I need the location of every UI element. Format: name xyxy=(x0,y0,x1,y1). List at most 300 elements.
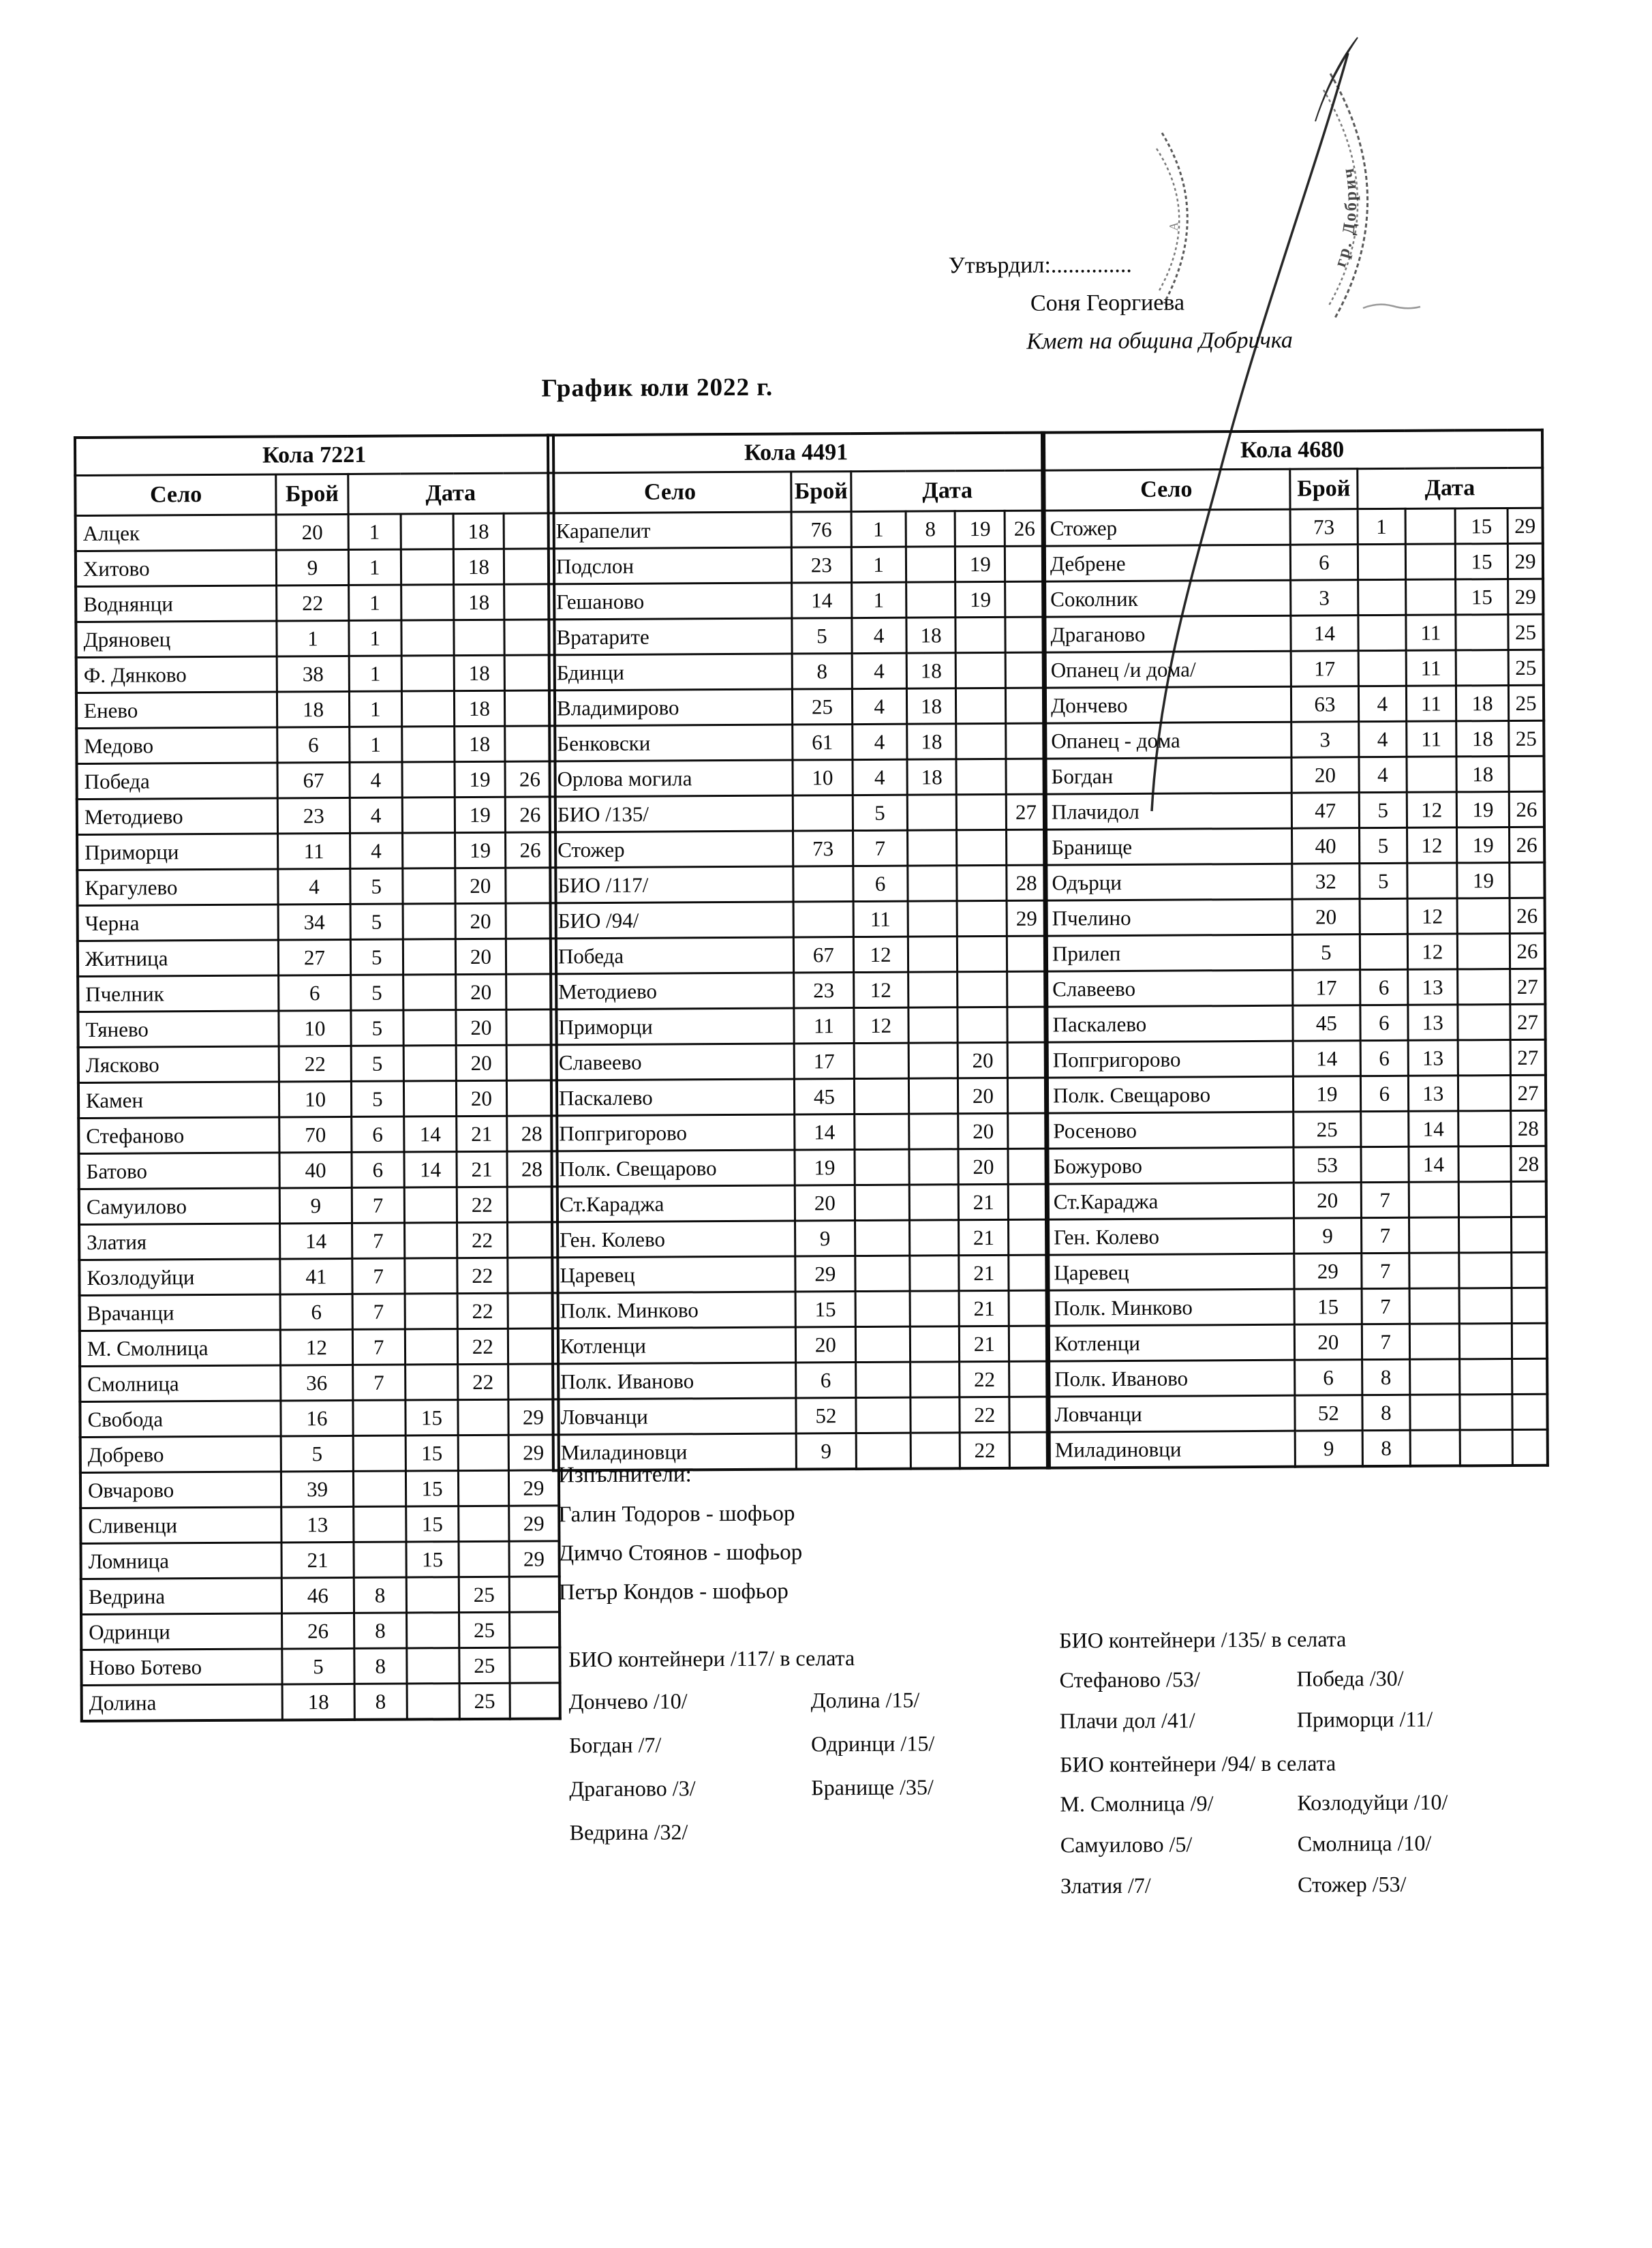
table-row xyxy=(78,939,556,977)
date-cell xyxy=(401,549,453,585)
count-cell: 9 xyxy=(280,1187,352,1224)
date-cell xyxy=(855,1397,910,1433)
table-row xyxy=(78,1045,557,1083)
count-cell: 39 xyxy=(281,1471,354,1507)
date-cell: 27 xyxy=(1510,1039,1546,1075)
date-cell xyxy=(1456,650,1508,686)
table-row xyxy=(551,1042,1047,1080)
date-cell: 15 xyxy=(1455,508,1508,544)
date-cell: 6 xyxy=(1360,1076,1408,1111)
count-cell: 18 xyxy=(277,691,350,727)
date-cell xyxy=(908,1078,958,1114)
village-cell: Славеево xyxy=(551,1044,795,1080)
date-cell: 15 xyxy=(1455,544,1508,579)
table-row xyxy=(76,620,554,658)
date-cell: 8 xyxy=(1362,1395,1410,1430)
date-cell: 18 xyxy=(454,690,504,726)
date-cell: 19 xyxy=(955,581,1005,617)
date-cell: 19 xyxy=(455,832,506,868)
bio-94-col1 xyxy=(1060,1791,1214,1914)
count-cell: 5 xyxy=(1292,935,1360,971)
date-cell xyxy=(910,1291,960,1326)
village-cell: Ст.Караджа xyxy=(1046,1183,1294,1219)
date-cell xyxy=(1460,1359,1512,1395)
village-cell: Медово xyxy=(76,727,277,764)
count-cell: 45 xyxy=(1293,1005,1360,1042)
count-cell: 6 xyxy=(796,1363,856,1398)
date-cell xyxy=(1410,1395,1460,1430)
date-cell: 1 xyxy=(348,514,401,549)
date-cell: 26 xyxy=(1510,933,1545,969)
date-cell xyxy=(1005,581,1045,617)
date-cell: 5 xyxy=(351,1010,403,1046)
date-cell: 1 xyxy=(348,585,401,620)
date-cell xyxy=(855,1149,909,1185)
bio-117-col2 xyxy=(811,1687,935,1819)
date-cell: 5 xyxy=(853,795,907,830)
date-cell: 7 xyxy=(1361,1217,1409,1253)
village-cell: Енево xyxy=(76,692,277,729)
date-cell: 22 xyxy=(960,1361,1009,1397)
date-cell: 22 xyxy=(457,1258,508,1293)
bio-entry: М. Смолница /9/ xyxy=(1060,1791,1214,1817)
table-row xyxy=(77,797,555,835)
count-cell: 9 xyxy=(1295,1431,1362,1467)
column-header-count: Брой xyxy=(1290,469,1358,510)
count-cell: 41 xyxy=(280,1258,352,1294)
village-cell: Камен xyxy=(78,1082,279,1119)
village-cell: Росеново xyxy=(1045,1112,1294,1149)
date-cell xyxy=(353,1436,406,1471)
date-cell xyxy=(855,1291,910,1326)
date-cell xyxy=(402,833,455,868)
village-cell: Дряновец xyxy=(76,621,277,658)
date-cell xyxy=(353,1471,406,1506)
table-row xyxy=(1045,898,1545,936)
date-cell: 7 xyxy=(853,830,907,866)
date-cell xyxy=(1008,1149,1048,1184)
date-cell: 18 xyxy=(1456,757,1509,792)
village-cell: Тянево xyxy=(78,1011,279,1048)
date-cell: 1 xyxy=(851,547,906,582)
date-cell: 11 xyxy=(1406,650,1456,686)
village-cell: Хитово xyxy=(76,550,277,587)
table-row xyxy=(1047,1358,1547,1397)
count-cell: 52 xyxy=(1295,1395,1362,1431)
date-cell xyxy=(402,798,455,833)
date-cell: 20 xyxy=(456,1045,506,1080)
date-cell: 1 xyxy=(348,549,401,585)
column-header-village: Село xyxy=(548,472,791,513)
date-cell: 29 xyxy=(1007,900,1047,936)
count-cell: 34 xyxy=(278,904,350,940)
date-cell: 7 xyxy=(1362,1253,1409,1288)
date-cell xyxy=(908,937,958,972)
count-cell: 9 xyxy=(277,549,349,586)
date-cell: 14 xyxy=(404,1152,457,1187)
table-row xyxy=(79,1187,557,1225)
date-cell: 6 xyxy=(853,866,907,901)
date-cell xyxy=(1007,971,1047,1007)
date-cell xyxy=(406,1577,459,1613)
table-row xyxy=(1047,1323,1547,1361)
count-cell: 73 xyxy=(793,831,853,866)
date-cell: 27 xyxy=(1510,1004,1546,1039)
village-cell: Царевец xyxy=(552,1256,795,1293)
bio-entry: Самуилово /5/ xyxy=(1060,1832,1193,1857)
date-cell xyxy=(1409,1359,1460,1395)
date-cell: 4 xyxy=(853,759,907,795)
count-cell: 67 xyxy=(794,937,854,973)
date-cell xyxy=(1409,1324,1460,1359)
date-cell xyxy=(1458,1005,1510,1040)
village-cell: Карапелит xyxy=(549,512,792,549)
date-cell xyxy=(958,936,1007,971)
date-cell xyxy=(1512,1358,1548,1394)
village-cell: Добрево xyxy=(80,1436,281,1473)
date-cell: 7 xyxy=(352,1329,405,1365)
date-cell: 25 xyxy=(1509,685,1544,720)
village-cell: Победа xyxy=(76,763,277,800)
table-row xyxy=(549,759,1045,797)
date-cell xyxy=(1458,1076,1510,1111)
date-cell: 21 xyxy=(960,1290,1009,1326)
date-cell: 20 xyxy=(455,903,506,939)
date-cell: 27 xyxy=(1510,969,1546,1004)
schedule-table-kola-4680 xyxy=(1041,429,1549,1470)
count-cell: 25 xyxy=(1294,1112,1361,1148)
date-cell: 5 xyxy=(351,1046,403,1081)
date-cell xyxy=(1510,862,1545,898)
date-cell: 25 xyxy=(1508,650,1544,685)
village-cell: Дебрене xyxy=(1043,545,1291,581)
date-cell xyxy=(957,794,1007,830)
column-header-date: Дата xyxy=(1358,468,1543,508)
count-cell: 10 xyxy=(793,760,853,795)
column-header-date: Дата xyxy=(348,473,553,515)
date-cell xyxy=(909,1256,959,1291)
table-row xyxy=(76,513,554,551)
date-cell xyxy=(909,1149,959,1185)
date-cell xyxy=(1460,1395,1512,1430)
village-cell: Подслон xyxy=(549,547,792,584)
date-cell: 26 xyxy=(505,797,555,832)
count-cell: 23 xyxy=(792,547,852,583)
date-cell xyxy=(911,1433,960,1469)
date-cell xyxy=(907,866,957,901)
date-cell: 19 xyxy=(1457,863,1510,898)
date-cell: 11 xyxy=(1406,721,1456,757)
date-cell: 22 xyxy=(457,1328,508,1364)
date-cell xyxy=(908,972,958,1007)
table-row xyxy=(81,1647,560,1686)
date-cell: 20 xyxy=(456,974,506,1009)
date-cell xyxy=(353,1400,406,1436)
village-cell: Победа xyxy=(551,937,794,974)
table-row xyxy=(1045,933,1545,971)
table-row xyxy=(80,1470,559,1508)
date-cell xyxy=(854,1114,908,1149)
village-cell: Миладиновци xyxy=(553,1433,797,1470)
date-cell: 1 xyxy=(851,582,906,618)
count-cell: 32 xyxy=(1292,864,1360,900)
table-row xyxy=(80,1399,558,1438)
date-cell: 26 xyxy=(1005,511,1045,546)
date-cell: 4 xyxy=(1359,757,1407,792)
date-cell xyxy=(958,971,1007,1007)
village-cell: Богдан xyxy=(1043,757,1291,794)
date-cell: 25 xyxy=(459,1612,510,1647)
village-cell: БИО /135/ xyxy=(550,795,793,832)
date-cell: 11 xyxy=(853,901,908,937)
date-cell: 25 xyxy=(1508,614,1544,650)
date-cell: 4 xyxy=(350,762,402,798)
date-cell xyxy=(1410,1430,1460,1466)
table-row xyxy=(78,903,556,941)
table-row xyxy=(76,761,555,800)
village-cell: Сливенци xyxy=(80,1507,281,1544)
bio-entry: Драганово /3/ xyxy=(569,1776,696,1802)
table-row xyxy=(80,1435,559,1473)
village-cell: Бранище xyxy=(1044,828,1292,865)
date-cell xyxy=(1458,1182,1511,1217)
date-cell xyxy=(957,865,1007,900)
date-cell xyxy=(454,620,504,655)
date-cell: 22 xyxy=(960,1397,1009,1432)
count-cell: 20 xyxy=(276,514,348,550)
date-cell xyxy=(1409,1253,1459,1288)
date-cell xyxy=(405,1258,457,1294)
date-cell xyxy=(1358,544,1405,579)
date-cell xyxy=(1409,1288,1460,1324)
stamp-city-text: гр. Добрич xyxy=(1331,165,1361,270)
village-cell: Приморци xyxy=(551,1008,794,1045)
bio-entry: Бранище /35/ xyxy=(811,1774,934,1800)
count-cell: 9 xyxy=(795,1221,855,1256)
village-cell: Гешаново xyxy=(549,583,792,620)
village-cell: Лясково xyxy=(78,1046,279,1083)
bio-entry: Плачи дол /41/ xyxy=(1059,1707,1195,1733)
date-cell: 18 xyxy=(453,549,504,584)
date-cell xyxy=(956,723,1006,759)
date-cell xyxy=(402,762,455,798)
date-cell xyxy=(458,1435,508,1470)
date-cell: 4 xyxy=(851,618,906,653)
date-cell: 8 xyxy=(354,1648,406,1684)
date-cell xyxy=(1358,650,1406,686)
count-cell: 70 xyxy=(279,1117,352,1153)
date-cell: 7 xyxy=(352,1258,404,1294)
table-row xyxy=(1043,720,1544,759)
table-row xyxy=(549,546,1045,584)
count-cell: 9 xyxy=(796,1433,856,1470)
date-cell xyxy=(909,1185,959,1220)
date-cell xyxy=(1409,1217,1459,1253)
table-row xyxy=(1045,1004,1545,1042)
village-cell: Ген. Колево xyxy=(552,1221,795,1258)
date-cell: 21 xyxy=(960,1326,1009,1361)
date-cell: 4 xyxy=(852,724,906,759)
date-cell xyxy=(1009,1432,1050,1468)
table-row xyxy=(1046,1252,1546,1290)
date-cell: 28 xyxy=(1511,1110,1546,1146)
table-row xyxy=(549,723,1045,761)
column-header-village: Село xyxy=(1042,469,1290,511)
date-cell: 6 xyxy=(1360,969,1408,1005)
count-cell: 20 xyxy=(795,1185,855,1221)
date-cell xyxy=(405,1294,457,1329)
count-cell: 5 xyxy=(281,1436,353,1472)
table-row xyxy=(81,1612,560,1650)
table-row xyxy=(551,900,1047,939)
date-cell: 22 xyxy=(457,1187,507,1222)
count-cell: 14 xyxy=(1293,1041,1360,1077)
date-cell xyxy=(403,1046,456,1081)
date-cell: 21 xyxy=(457,1116,507,1151)
bio-94-col2 xyxy=(1297,1790,1448,1913)
date-cell xyxy=(856,1433,911,1469)
count-cell: 1 xyxy=(277,620,349,656)
date-cell: 6 xyxy=(351,1117,403,1152)
date-cell xyxy=(1512,1323,1547,1358)
date-cell xyxy=(407,1684,459,1720)
date-cell: 22 xyxy=(457,1293,508,1328)
count-cell: 53 xyxy=(1294,1147,1361,1183)
date-cell: 15 xyxy=(406,1400,458,1436)
bio-entry: Одринци /15/ xyxy=(810,1731,935,1757)
date-cell xyxy=(510,1683,560,1719)
date-cell: 14 xyxy=(1408,1111,1458,1146)
date-cell xyxy=(353,1506,406,1542)
bio-entry: Стожер /53/ xyxy=(1298,1871,1407,1897)
date-cell: 20 xyxy=(456,1009,506,1045)
date-cell xyxy=(958,1007,1007,1042)
date-cell: 29 xyxy=(508,1506,559,1541)
table-row xyxy=(78,974,556,1012)
table-row xyxy=(77,868,555,906)
executors-title: Изпълнители: xyxy=(557,1462,692,1488)
date-cell: 8 xyxy=(354,1684,407,1720)
table-row xyxy=(553,1290,1049,1328)
count-cell: 40 xyxy=(1291,828,1359,864)
date-cell xyxy=(1405,579,1456,615)
date-cell: 6 xyxy=(352,1152,404,1187)
date-cell: 4 xyxy=(852,653,906,688)
table-row xyxy=(551,1113,1047,1151)
date-cell xyxy=(1006,688,1046,723)
date-cell xyxy=(1459,1217,1512,1253)
village-cell: Вратарите xyxy=(549,618,792,655)
date-cell xyxy=(1009,1255,1049,1290)
date-cell: 26 xyxy=(505,761,555,797)
count-cell: 15 xyxy=(795,1292,855,1327)
table-row xyxy=(1043,685,1544,723)
village-cell: Котленци xyxy=(1047,1324,1295,1361)
count-cell: 26 xyxy=(282,1613,354,1649)
date-cell: 18 xyxy=(453,513,504,549)
date-cell: 18 xyxy=(906,724,956,759)
count-cell: 11 xyxy=(794,1008,854,1044)
date-cell xyxy=(401,620,454,656)
village-cell: Паскалево xyxy=(551,1079,795,1116)
approver-title: Кмет на община Добричка xyxy=(1026,327,1293,354)
date-cell xyxy=(1005,546,1045,581)
count-cell: 14 xyxy=(280,1223,352,1259)
date-cell: 18 xyxy=(454,584,504,620)
date-cell: 20 xyxy=(958,1078,1008,1113)
bio-135-col1 xyxy=(1059,1667,1200,1749)
count-cell xyxy=(793,902,853,937)
date-cell: 12 xyxy=(853,937,908,972)
date-cell: 28 xyxy=(506,1116,557,1151)
table-row xyxy=(76,655,555,693)
date-cell: 22 xyxy=(960,1432,1010,1468)
table-row xyxy=(549,617,1045,655)
date-cell: 15 xyxy=(1456,579,1508,615)
village-cell: Козлодуйци xyxy=(79,1259,280,1296)
table-row xyxy=(78,1080,557,1119)
date-cell: 18 xyxy=(906,688,956,724)
village-cell: Бенковски xyxy=(549,725,793,761)
village-cell: БИО /94/ xyxy=(551,902,794,939)
date-cell xyxy=(907,795,957,830)
date-cell: 13 xyxy=(1408,1040,1458,1076)
date-cell xyxy=(1007,936,1047,971)
date-cell xyxy=(1405,508,1456,544)
date-cell: 29 xyxy=(1508,543,1543,579)
count-cell: 20 xyxy=(1291,757,1359,793)
date-cell xyxy=(855,1362,910,1397)
bio-entry: Козлодуйци /10/ xyxy=(1297,1789,1448,1815)
date-cell: 5 xyxy=(350,868,402,904)
count-cell: 8 xyxy=(792,654,852,689)
date-cell: 28 xyxy=(1007,865,1047,900)
date-cell xyxy=(1007,1007,1047,1042)
date-cell xyxy=(854,1043,908,1078)
date-cell: 14 xyxy=(1409,1146,1459,1182)
date-cell xyxy=(1009,1290,1049,1326)
table-row xyxy=(1046,1181,1546,1219)
table-title: Кола 4680 xyxy=(1042,430,1542,470)
table-row xyxy=(78,1009,556,1048)
date-cell: 21 xyxy=(959,1255,1009,1290)
count-cell: 23 xyxy=(794,973,854,1008)
table-row xyxy=(1045,1075,1546,1113)
table-row xyxy=(76,584,554,622)
count-cell: 20 xyxy=(1294,1324,1362,1361)
date-cell xyxy=(407,1648,459,1684)
date-cell: 12 xyxy=(1407,934,1458,969)
date-cell xyxy=(509,1612,560,1647)
date-cell xyxy=(510,1647,560,1683)
table-row xyxy=(549,581,1045,620)
count-cell: 20 xyxy=(1294,1183,1361,1219)
village-cell: Дончево xyxy=(1043,686,1291,723)
date-cell xyxy=(957,830,1007,865)
village-cell: Плачидол xyxy=(1044,793,1292,830)
date-cell: 4 xyxy=(852,688,906,724)
date-cell xyxy=(1458,969,1510,1005)
date-cell: 11 xyxy=(1406,615,1456,650)
date-cell: 25 xyxy=(459,1577,509,1612)
village-cell: Пчелино xyxy=(1045,899,1293,936)
date-cell: 21 xyxy=(457,1151,507,1187)
date-cell xyxy=(404,1187,457,1223)
village-cell: Овчарово xyxy=(80,1472,281,1508)
column-header-village: Село xyxy=(75,474,276,516)
date-cell: 18 xyxy=(907,759,957,795)
date-cell: 29 xyxy=(1508,508,1543,543)
